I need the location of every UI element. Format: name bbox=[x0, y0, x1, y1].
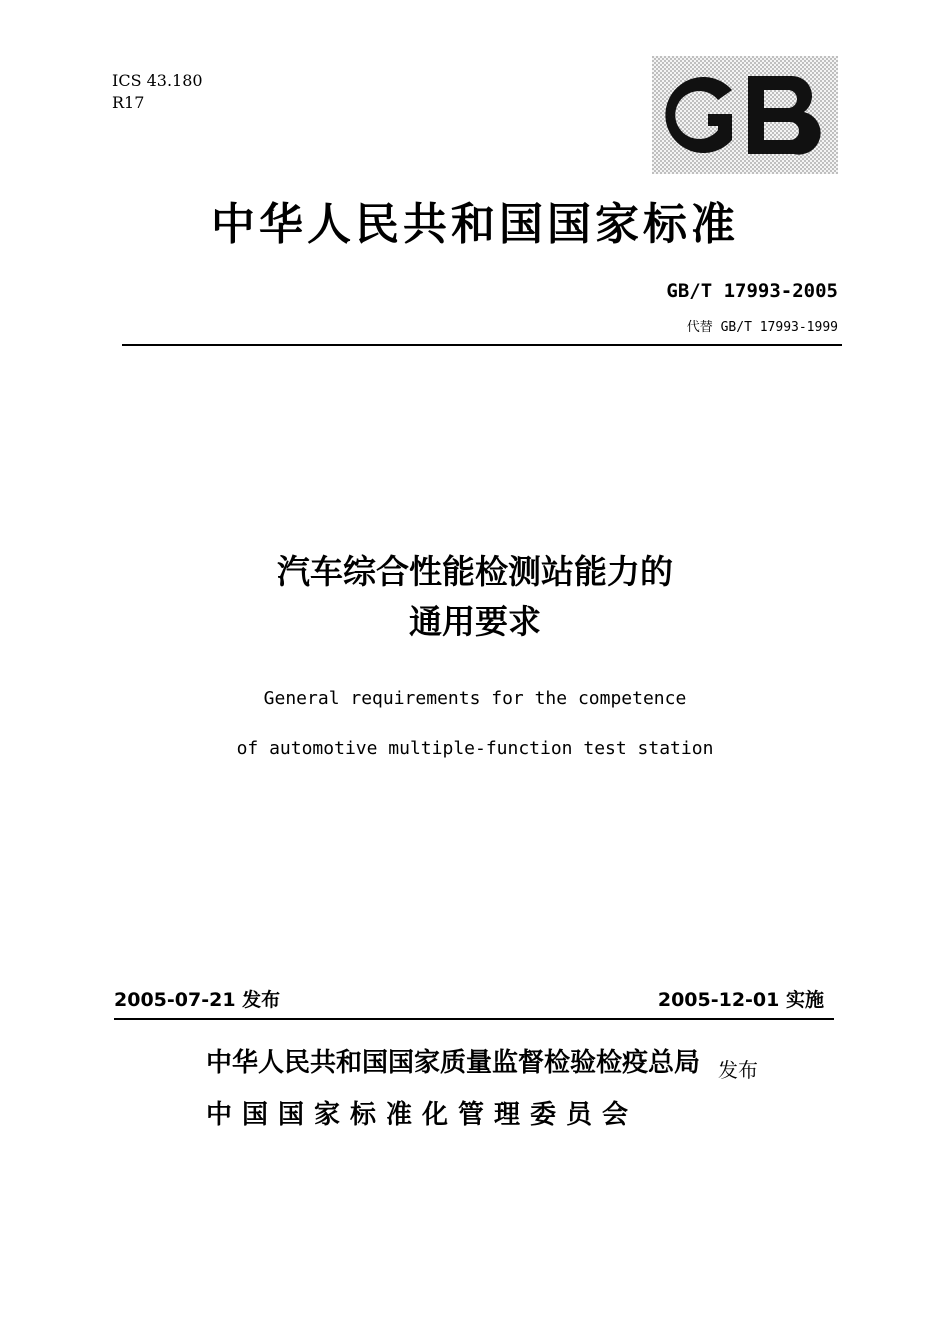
ccs-code: R17 bbox=[112, 93, 145, 112]
publish-suffix: 发布 bbox=[718, 1058, 758, 1082]
english-title-line-1: General requirements for the competence bbox=[263, 688, 687, 709]
bottom-divider bbox=[114, 1018, 834, 1020]
gb-logo-icon bbox=[652, 56, 838, 174]
publisher-line-1: 中华人民共和国国家质量监督检验检疫总局 bbox=[206, 1048, 701, 1078]
replaces-note: 代替 GB/T 17993-1999 bbox=[686, 320, 838, 335]
issue-date: 2005-07-21 发布 bbox=[114, 989, 281, 1011]
chinese-title-line-2: 通用要求 bbox=[409, 602, 541, 641]
standard-number: GB/T 17993-2005 bbox=[666, 280, 838, 302]
implementation-date: 2005-12-01 实施 bbox=[657, 989, 824, 1011]
chinese-title-line-1: 汽车综合性能检测站能力的 bbox=[277, 552, 673, 591]
ics-code: ICS 43.180 bbox=[112, 71, 203, 90]
publisher-line-2: 中国国家标准化管理委员会 bbox=[206, 1100, 639, 1130]
english-title-line-2: of automotive multiple-function test station bbox=[236, 738, 714, 759]
standard-title: 中华人民共和国国家标准 bbox=[211, 199, 739, 250]
top-divider bbox=[122, 344, 842, 346]
ics-block bbox=[112, 70, 203, 114]
